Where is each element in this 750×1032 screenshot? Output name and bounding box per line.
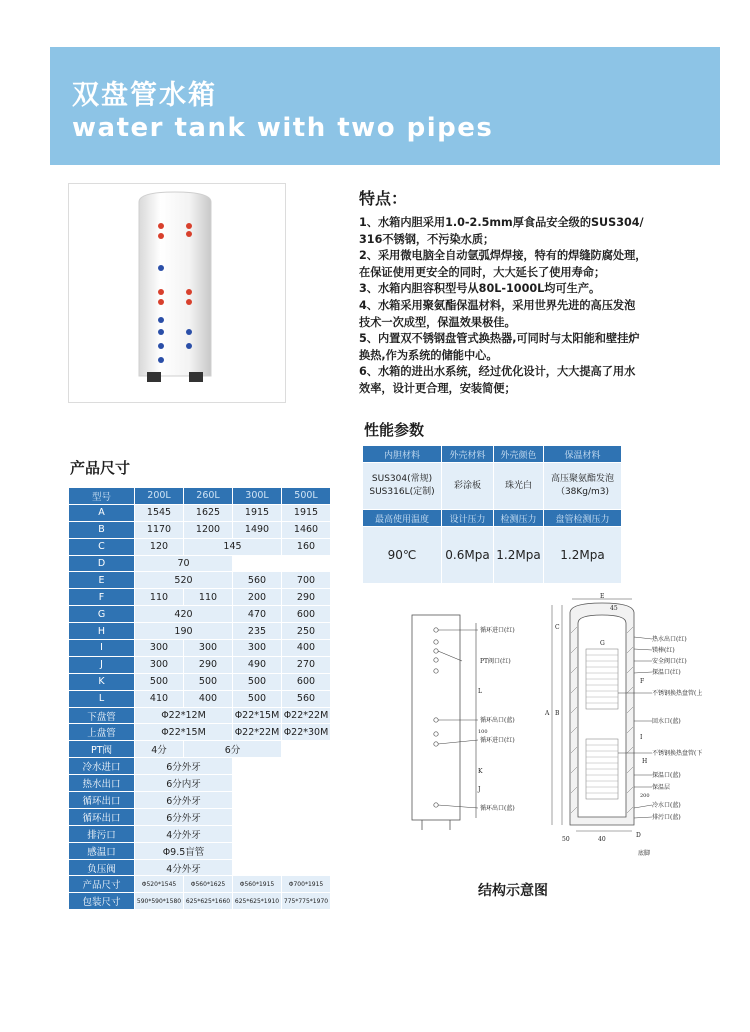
size-row-label: 循环出口 xyxy=(69,808,135,825)
size-row-label: H xyxy=(69,623,135,640)
size-cell: 600 xyxy=(282,673,331,690)
size-cell: 560 xyxy=(233,572,282,589)
feature-line: 5、内置双不锈钢盘管式换热器,可同时与太阳能和壁挂炉 xyxy=(359,332,640,346)
size-cell: 500 xyxy=(184,673,233,690)
size-cell: 4分 xyxy=(135,741,184,758)
size-cell: 4分外牙 xyxy=(135,859,233,876)
size-header-cell: 200L xyxy=(135,488,184,505)
diag-dim: 45 xyxy=(610,605,618,612)
size-row-label: I xyxy=(69,640,135,657)
size-cell: 490 xyxy=(233,656,282,673)
size-cell: Φ22*15M xyxy=(233,707,282,724)
size-cell: 700 xyxy=(282,572,331,589)
size-row-label: D xyxy=(69,555,135,572)
diag-dim: 40 xyxy=(598,836,606,843)
perf-cell: 90℃ xyxy=(363,527,442,584)
size-cell: 500 xyxy=(233,690,282,707)
size-row-label: F xyxy=(69,589,135,606)
size-cell: 200 xyxy=(233,589,282,606)
size-row xyxy=(69,775,331,792)
size-row xyxy=(69,842,331,859)
size-cell: 400 xyxy=(184,690,233,707)
size-row-label: 排污口 xyxy=(69,825,135,842)
feature-line: 6、水箱的进出水系统，经过优化设计，大大提高了用水 xyxy=(359,365,636,379)
diag-left-label: 循环出口(蓝) xyxy=(480,805,515,812)
size-row xyxy=(69,656,331,673)
diag-right-label: 热水出口(红) xyxy=(652,636,687,643)
feature-line: 技术一次成型，保温效果极佳。 xyxy=(359,315,516,329)
size-header-cell: 260L xyxy=(184,488,233,505)
insulation-2: （38Kg/m3) xyxy=(555,487,610,497)
size-cell: 410 xyxy=(135,690,184,707)
size-cell: 6分外牙 xyxy=(135,792,233,809)
size-row xyxy=(69,808,331,825)
size-row xyxy=(69,792,331,809)
size-cell: 560 xyxy=(282,690,331,707)
size-row-label: 上盘管 xyxy=(69,724,135,741)
perf-header: 外壳材料 xyxy=(442,446,494,463)
size-cell: 6分外牙 xyxy=(135,758,233,775)
size-row xyxy=(69,504,331,521)
size-cell: 500 xyxy=(233,673,282,690)
size-row-label: E xyxy=(69,572,135,589)
size-cell: 590*590*1580 xyxy=(135,893,184,910)
size-cell: 145 xyxy=(184,538,282,555)
diag-dim: A xyxy=(545,710,550,717)
size-cell: Φ22*12M xyxy=(135,707,233,724)
size-cell: 470 xyxy=(233,606,282,623)
size-cell: 70 xyxy=(135,555,233,572)
size-title: 产品尺寸 xyxy=(70,459,131,477)
size-row-label: C xyxy=(69,538,135,555)
diag-right-label: 保温层 xyxy=(652,784,671,791)
perf-header: 最高使用温度 xyxy=(363,510,442,527)
feature-line: 3、水箱内胆容积型号从80L-1000L均可生产。 xyxy=(359,282,601,296)
diag-left-label: 循环出口(蓝) xyxy=(480,717,515,724)
size-cell: 400 xyxy=(282,640,331,657)
size-cell: 6分内牙 xyxy=(135,775,233,792)
diag-left-label: 循环进口(红) xyxy=(480,737,515,744)
perf-cell xyxy=(363,463,442,510)
size-cell: 290 xyxy=(282,589,331,606)
feature-line: 2、采用微电脑全自动氩弧焊焊接，特有的焊缝防腐处理， xyxy=(359,249,647,263)
diag-left-label: PT阀口(红) xyxy=(480,658,511,665)
inner-material-1: SUS304(常规) xyxy=(371,474,433,484)
size-row-label: B xyxy=(69,521,135,538)
size-cell: Φ22*30M xyxy=(282,724,331,741)
diag-left-dim: 100 xyxy=(478,729,488,735)
size-row xyxy=(69,707,331,724)
diag-right-label: 排污口(蓝) xyxy=(652,814,681,821)
size-cell: 1490 xyxy=(233,521,282,538)
size-header-cell: 型号 xyxy=(69,488,135,505)
diag-dim: 50 xyxy=(562,836,570,843)
size-cell: Φ22*15M xyxy=(135,724,233,741)
size-row-label: 负压阀 xyxy=(69,859,135,876)
size-row-label: 冷水进口 xyxy=(69,758,135,775)
size-row xyxy=(69,640,331,657)
size-cell: 775*775*1970 xyxy=(282,893,331,910)
size-row xyxy=(69,606,331,623)
title-cn: 双盘管水箱 xyxy=(72,80,217,111)
size-cell: 110 xyxy=(135,589,184,606)
diag-left-dim: J xyxy=(478,786,481,793)
diag-dim: C xyxy=(555,624,560,631)
perf-cell: 珠光白 xyxy=(494,463,544,510)
size-cell: 625*625*1660 xyxy=(184,893,233,910)
size-cell: 1200 xyxy=(184,521,233,538)
insulation-1: 高压聚氨酯发泡 xyxy=(550,474,614,484)
features-list xyxy=(359,215,699,398)
size-cell: 1460 xyxy=(282,521,331,538)
diag-right-label: 不锈钢换热盘管(上) xyxy=(652,690,702,697)
performance-title: 性能参数 xyxy=(364,421,425,439)
size-row-label: 循环出口 xyxy=(69,792,135,809)
performance-table xyxy=(362,445,622,584)
feature-line: 4、水箱采用聚氨酯保温材料，采用世界先进的高压发泡 xyxy=(359,298,636,312)
size-cell: 1625 xyxy=(184,504,233,521)
size-cell: 270 xyxy=(282,656,331,673)
size-row xyxy=(69,825,331,842)
size-cell: 625*625*1910 xyxy=(233,893,282,910)
size-cell: 160 xyxy=(282,538,331,555)
size-row xyxy=(69,758,331,775)
size-row xyxy=(69,521,331,538)
size-cell: 600 xyxy=(282,606,331,623)
size-row-label: PT阀 xyxy=(69,741,135,758)
structure-diagram xyxy=(402,593,702,865)
feature-line: 换热,作为系统的储能中心。 xyxy=(359,348,498,362)
diag-dim: G xyxy=(600,640,605,647)
size-row xyxy=(69,893,331,910)
diag-right-label: 冷水口(蓝) xyxy=(652,802,681,809)
size-cell: 520 xyxy=(135,572,233,589)
size-cell: 6分外牙 xyxy=(135,808,233,825)
size-row-label: 下盘管 xyxy=(69,707,135,724)
diag-left-dim: L xyxy=(478,688,482,695)
perf-header: 设计压力 xyxy=(442,510,494,527)
size-cell: Φ22*22M xyxy=(233,724,282,741)
size-cell: 1170 xyxy=(135,521,184,538)
size-cell: 4分外牙 xyxy=(135,825,233,842)
feature-line: 316不锈钢，不污染水质； xyxy=(359,232,495,246)
size-cell: 110 xyxy=(184,589,233,606)
size-row xyxy=(69,690,331,707)
size-cell: 300 xyxy=(233,640,282,657)
size-cell: 300 xyxy=(184,640,233,657)
size-row xyxy=(69,623,331,640)
size-cell: 1545 xyxy=(135,504,184,521)
size-row-label: 产品尺寸 xyxy=(69,876,135,893)
size-row-label: J xyxy=(69,656,135,673)
size-row xyxy=(69,555,331,572)
size-row-label: G xyxy=(69,606,135,623)
size-cell: Φ22*22M xyxy=(282,707,331,724)
size-cell: 1915 xyxy=(282,504,331,521)
size-row-label: 热水出口 xyxy=(69,775,135,792)
size-cell: 250 xyxy=(282,623,331,640)
diag-left-label: 循环进口(红) xyxy=(480,627,515,634)
diag-dim: B xyxy=(555,710,560,717)
product-photo xyxy=(68,183,286,403)
size-cell: Φ520*1545 xyxy=(135,876,184,893)
perf-cell: 1.2Mpa xyxy=(494,527,544,584)
diag-dim: H xyxy=(642,758,648,765)
perf-header: 外壳颜色 xyxy=(494,446,544,463)
size-row xyxy=(69,538,331,555)
perf-header: 内胆材料 xyxy=(363,446,442,463)
perf-cell xyxy=(544,463,622,510)
diag-dim: 200 xyxy=(640,793,650,799)
size-cell: Φ700*1915 xyxy=(282,876,331,893)
size-cell: 300 xyxy=(135,656,184,673)
feature-line: 在保证使用更安全的同时，大大延长了使用寿命； xyxy=(359,265,606,279)
diag-right-label: 探温口(红) xyxy=(652,669,681,676)
diag-right-label: 不锈钢换热盘管(下) xyxy=(652,750,702,757)
inner-material-2: SUS316L(定制) xyxy=(369,487,435,497)
diag-right-label: 回水口(蓝) xyxy=(652,718,681,725)
diag-right-label: 安全阀口(红) xyxy=(652,658,687,665)
title-en: water tank with two pipes xyxy=(72,113,494,143)
size-cell: Φ560*1915 xyxy=(233,876,282,893)
size-cell: 290 xyxy=(184,656,233,673)
size-row-label: 包装尺寸 xyxy=(69,893,135,910)
perf-header: 保温材料 xyxy=(544,446,622,463)
size-cell: 235 xyxy=(233,623,282,640)
size-row-label: 感温口 xyxy=(69,842,135,859)
feature-line: 1、水箱内胆采用1.0-2.5mm厚食品安全级的SUS304/ xyxy=(359,216,644,229)
size-row xyxy=(69,572,331,589)
size-row xyxy=(69,741,331,758)
perf-cell: 1.2Mpa xyxy=(544,527,622,584)
diag-dim: I xyxy=(640,734,643,741)
size-cell: Φ9.5盲管 xyxy=(135,842,233,859)
size-row xyxy=(69,724,331,741)
size-table xyxy=(68,487,331,910)
diag-dim: D xyxy=(636,832,641,839)
diag-dim: E xyxy=(600,593,605,600)
size-cell: 420 xyxy=(135,606,233,623)
size-cell: 190 xyxy=(135,623,233,640)
size-cell: 6分 xyxy=(184,741,282,758)
title-banner xyxy=(50,47,720,165)
size-row-label: A xyxy=(69,504,135,521)
size-cell: 500 xyxy=(135,673,184,690)
perf-header: 盘管检测压力 xyxy=(544,510,622,527)
size-row xyxy=(69,859,331,876)
size-row xyxy=(69,876,331,893)
size-header-cell: 300L xyxy=(233,488,282,505)
diag-left-dim: K xyxy=(478,768,483,775)
diag-right-label: 镁棒(红) xyxy=(652,647,675,654)
diag-right-label: 探温口(蓝) xyxy=(652,772,681,779)
perf-cell: 0.6Mpa xyxy=(442,527,494,584)
size-row xyxy=(69,589,331,606)
features-title: 特点： xyxy=(359,189,408,208)
size-row-label: L xyxy=(69,690,135,707)
perf-header: 检测压力 xyxy=(494,510,544,527)
size-cell: 120 xyxy=(135,538,184,555)
size-cell: 1915 xyxy=(233,504,282,521)
diag-foot-label: 底脚 xyxy=(638,850,651,857)
diag-dim: F xyxy=(640,678,645,685)
feature-line: 效率，设计更合理，安装简便； xyxy=(359,381,516,395)
diagram-title: 结构示意图 xyxy=(478,883,548,899)
size-cell: 300 xyxy=(135,640,184,657)
size-row-label: K xyxy=(69,673,135,690)
perf-cell: 彩涂板 xyxy=(442,463,494,510)
size-row xyxy=(69,673,331,690)
size-cell: Φ560*1625 xyxy=(184,876,233,893)
size-header-cell: 500L xyxy=(282,488,331,505)
